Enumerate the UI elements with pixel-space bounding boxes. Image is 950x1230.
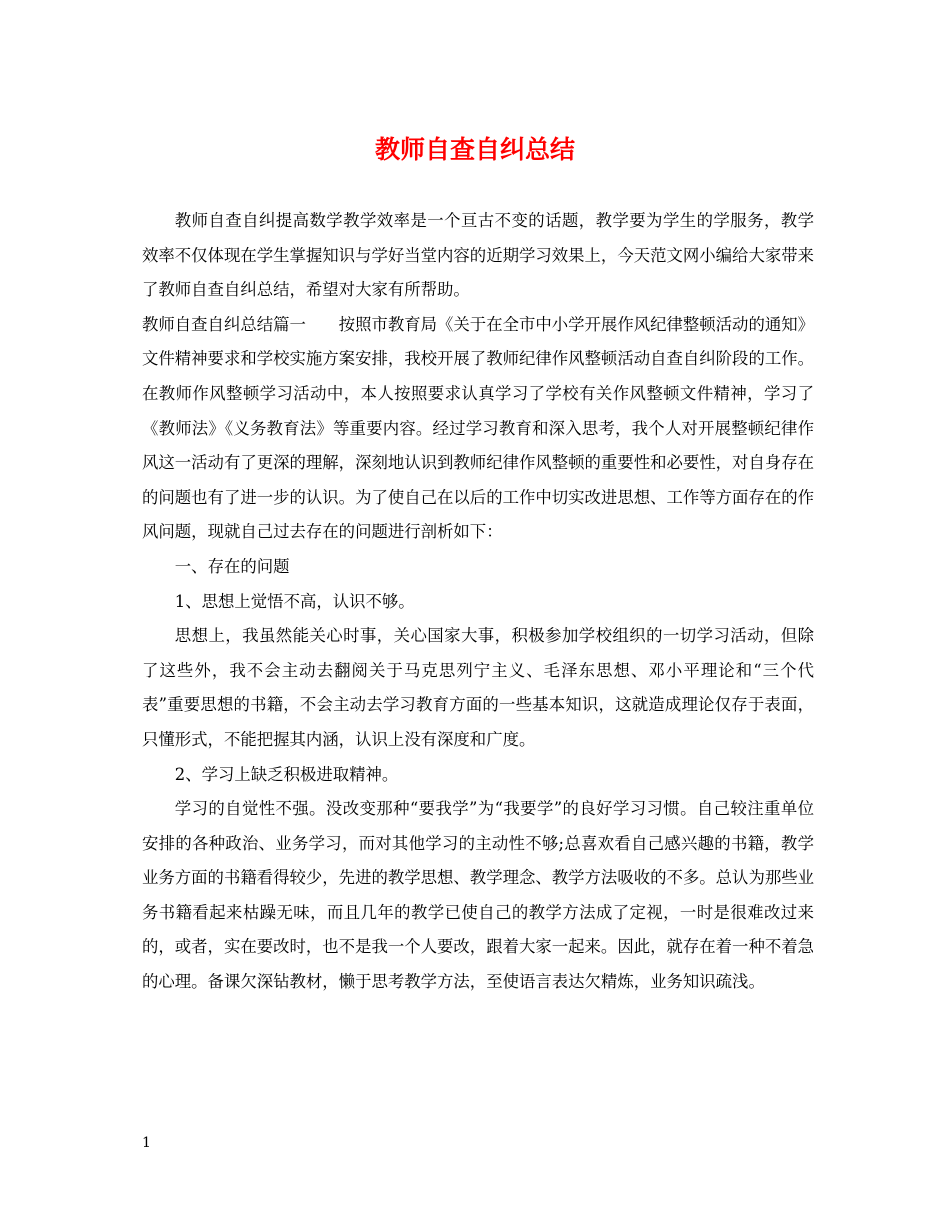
- intro-paragraph: 教师自查自纠提高数学教学效率是一个亘古不变的话题，教学要为学生的学服务，教学效率不仅体现在学生掌握知识与学好当堂内容的近期学习效果上，今天范文网小编给大家带来了教师自查自纠总结，希望对大家有所帮助。: [142, 211, 815, 300]
- document-title: 教师自查自纠总结: [374, 135, 575, 164]
- thought-paragraph: 思想上，我虽然能关心时事，关心国家大事，积极参加学校组织的一切学习活动，但除了这些外，我不会主动去翻阅关于马克思列宁主义、毛泽东思想、邓小平理论和“三个代表”重要思想的书籍，不会主动去学习教育方面的一些基本知识，这就造成理论仅存于表面，只懂形式，不能把握其内涵，认识上没有深度和广度。: [142, 626, 814, 749]
- page-number: 1: [142, 1135, 151, 1151]
- subheading-thought: 1、思想上觉悟不高，认识不够。: [174, 591, 415, 611]
- study-paragraph: 学习的自觉性不强。没改变那种“要我学”为“我要学”的良好学习习惯。自己较注重单位安排的各种政治、业务学习，而对其他学习的主动性不够;总喜欢看自己感兴趣的书籍，教学业务方面的书籍看得较少，先进的教学思想、教学理念、教学方法吸收的不多。总认为那些业务书籍看起来枯躁无味，而且几年的教学已使自己的教学方法成了定视，一时是很难改过来的，或者，实在要改时，也不是我一个人要改，跟着大家一起来。因此，就存在着一种不着急的心理。备课欠深钻教材，懒于思考教学方法，至使语言表达欠精炼，业务知识疏浅。: [142, 799, 815, 992]
- heading-existing-problems: 一、存在的问题: [174, 556, 290, 576]
- document-body: [142, 204, 814, 1000]
- subheading-study: 2、学习上缺乏积极进取精神。: [174, 764, 399, 784]
- section-one-paragraph: 教师自查自纠总结篇一 按照市教育局《关于在全市中小学开展作风纪律整顿活动的通知》文件精神要求和学校实施方案安排，我校开展了教师纪律作风整顿活动自查自纠阶段的工作。在教师作风整顿学习活动中，本人按照要求认真学习了学校有关作风整顿文件精神，学习了《教师法》《义务教育法》等重要内容。经过学习教育和深入思考，我个人对开展整顿纪律作风这一活动有了更深的理解，深刻地认识到教师纪律作风整顿的重要性和必要性，对自身存在的问题也有了进一步的认识。为了使自己在以后的工作中切实改进思想、工作等方面存在的作风问题，现就自己过去存在的问题进行剖析如下：: [142, 314, 815, 542]
